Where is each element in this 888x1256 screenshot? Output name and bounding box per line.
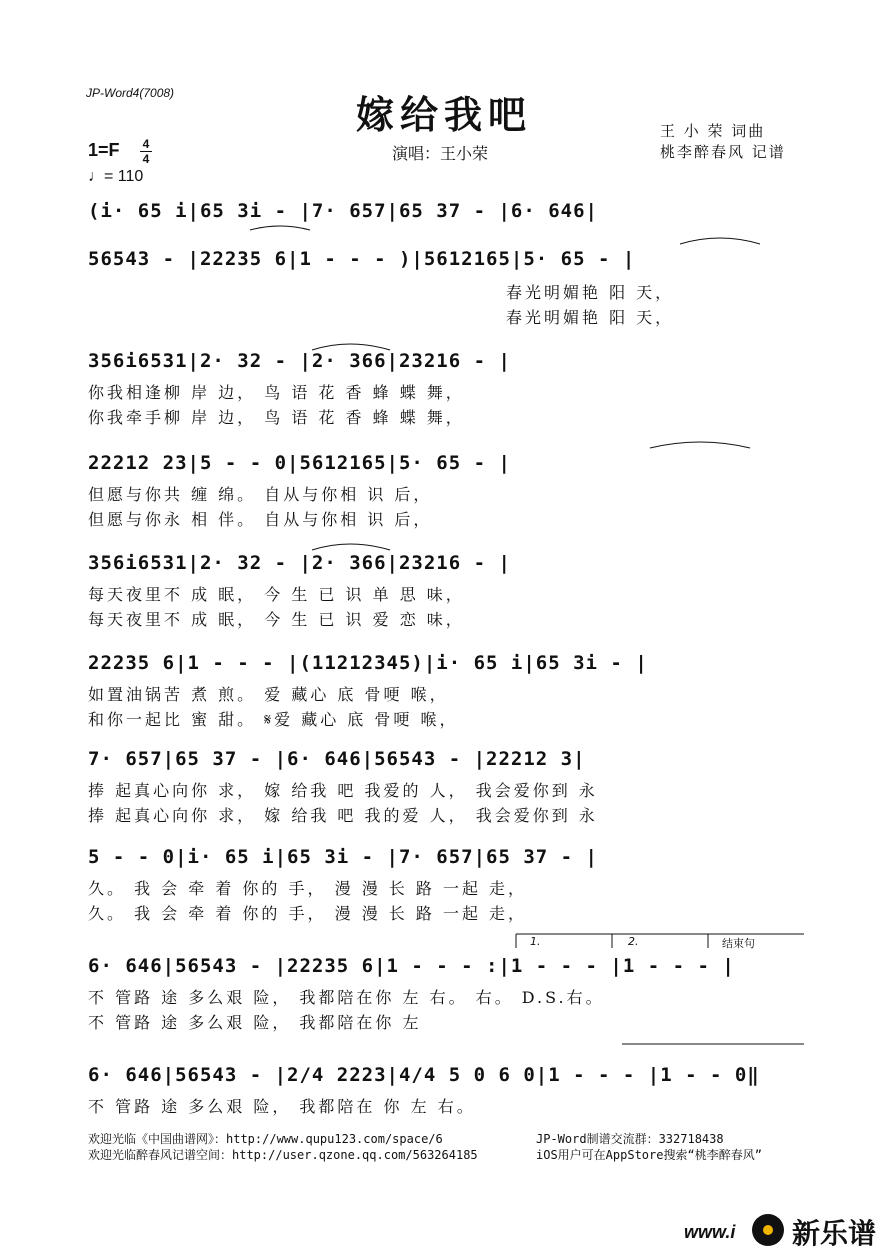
watermark-brand: 新乐谱 [791,1217,876,1250]
meter-bottom: 4 [142,152,150,166]
score-line-1: (i· 65 i|65 3i - |7· 657|65 37 - |6· 646| [88,200,598,222]
second-ending-label: 2. [628,935,639,948]
lyric-line-4b: 但愿与你永 相 伴。 自从与你相 识 后， [88,510,433,529]
tempo-marking: ♩= 110 [88,168,144,185]
footer-site-2: 欢迎光临醉春风记谱空间：http://user.qzone.qq.com/563264185 [88,1148,478,1162]
footer-group: JP-Word制谱交流群：332718438 [536,1132,724,1146]
score-line-4: 22212 23|5 - - 0|5612165|5· 65 - | [88,452,511,474]
lyric-line-3a: 你我相逢柳 岸 边， 鸟 语 花 香 蜂 蝶 舞， [88,383,465,402]
key-signature: 1=F [88,140,120,160]
lyric-line-5a: 每天夜里不 成 眠， 今 生 已 识 单 思 味， [88,585,465,604]
lyric-line-4a: 但愿与你共 缠 绵。 自从与你相 识 后， [88,485,433,504]
footer-site-1: 欢迎光临《中国曲谱网》：http://www.qupu123.com/space/6 [88,1132,443,1146]
score-line-10: 6· 646|56543 - |2/4 2223|4/4 5 0 6 0|1 - - - |1 - - 0‖ [88,1064,760,1086]
lyric-line-10a: 不 管路 途 多么艰 险， 我都陪在 你 左 右。 [88,1097,476,1116]
coda-label: 结束句 [722,937,755,950]
lyric-line-2b: 春光明媚艳 阳 天， [506,308,675,327]
record-logo-icon [752,1214,784,1246]
lyric-line-5b: 每天夜里不 成 眠， 今 生 已 识 爱 恋 味， [88,610,465,629]
score-line-2: 56543 - |22235 6|1 - - - )|5612165|5· 65 - | [88,248,636,270]
singer-credit: 演唱：王小荣 [392,144,489,163]
lyric-line-7a: 捧 起真心向你 求， 嫁 给我 吧 我爱的 人， 我会爱你到 永 [88,781,598,800]
software-version: JP-Word4(7008) [86,86,175,100]
score-line-7: 7· 657|65 37 - |6· 646|56543 - |22212 3| [88,748,586,770]
lyric-line-3b: 你我牵手柳 岸 边， 鸟 语 花 香 蜂 蝶 舞， [88,408,465,427]
lyric-line-9b: 不 管路 途 多么艰 险， 我都陪在你 左 [88,1013,422,1032]
score-line-6: 22235 6|1 - - - |(11212345)|i· 65 i|65 3i - | [88,652,648,674]
lyric-line-8b: 久。 我 会 牵 着 你的 手， 漫 漫 长 路 一起 走， [88,904,528,923]
lyric-line-9a: 不 管路 途 多么艰 险， 我都陪在你 左 右。 右。 D.S.右。 [88,988,605,1007]
footer-ios: iOS用户可在AppStore搜索“桃李醉春风” [536,1148,762,1162]
score-line-8: 5 - - 0|i· 65 i|65 3i - |7· 657|65 37 - | [88,846,598,868]
lyric-line-2a: 春光明媚艳 阳 天， [506,283,675,302]
first-ending-label: 1. [530,935,541,948]
lyric-line-6a: 如置油锅苦 煮 煎。 爱 藏心 底 骨哽 喉， [88,685,449,704]
score-line-3: 356i6531|2· 32 - |2· 366|23216 - | [88,350,511,372]
lyric-line-8a: 久。 我 会 牵 着 你的 手， 漫 漫 长 路 一起 走， [88,879,528,898]
meter-top: 4 [142,137,150,151]
transcriber-credit: 桃李醉春风 记谱 [660,143,786,161]
score-line-9: 6· 646|56543 - |22235 6|1 - - - :|1 - - - |1 - - - | [88,955,735,977]
score-line-5: 356i6531|2· 32 - |2· 366|23216 - | [88,552,511,574]
song-title: 嫁给我吧 [355,92,532,137]
watermark-web: www.i [684,1222,736,1242]
lyricist-credit: 王 小 荣 词曲 [660,122,766,140]
lyric-line-7b: 捧 起真心向你 求， 嫁 给我 吧 我的爱 人， 我会爱你到 永 [88,806,598,825]
lyric-line-6b: 和你一起比 蜜 甜。 𝄋爱 藏心 底 骨哽 喉， [88,710,459,729]
